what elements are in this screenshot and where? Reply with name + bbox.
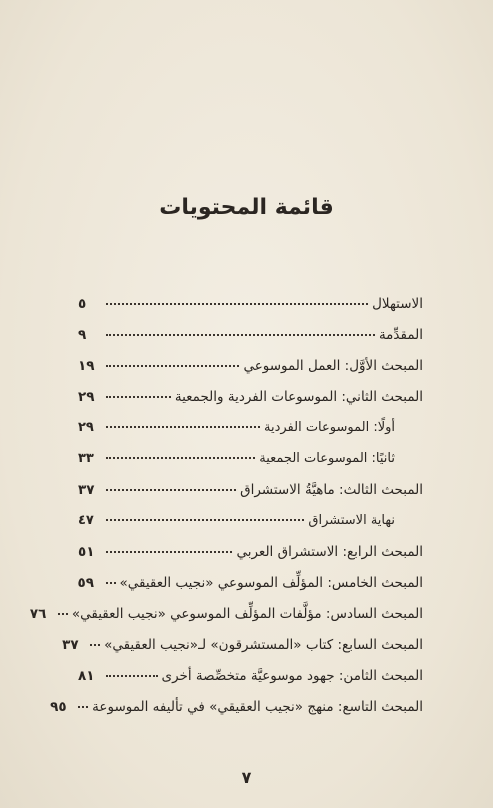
dot-leader xyxy=(58,613,68,615)
toc-entry xyxy=(78,575,423,606)
toc-entry xyxy=(50,699,423,730)
toc-entry-label: ثانيًا: الموسوعات الجمعية xyxy=(259,451,395,466)
toc-entry-page: ٨١ xyxy=(78,668,95,684)
toc-entry-page: ٤٧ xyxy=(78,513,94,528)
toc-entry-label: المبحث السادس: مؤلَّفات المؤلِّف الموسوعي «نجيب العقيقي» xyxy=(71,606,423,622)
toc-entry-label: المقدِّمة xyxy=(378,327,423,343)
toc-entry xyxy=(78,482,423,513)
toc-entry-page: ١٩ xyxy=(78,358,95,374)
dot-leader xyxy=(106,365,239,367)
toc-entry-page: ٣٣ xyxy=(78,451,94,466)
toc-entry-page: ٩ xyxy=(78,327,87,343)
dot-leader xyxy=(106,582,116,584)
dot-leader xyxy=(106,303,368,305)
toc-entry-label: المبحث الثالث: ماهيَّةُ الاستشراق xyxy=(240,482,423,498)
page-number: ٧ xyxy=(241,768,252,787)
toc-entry-label: الاستهلال xyxy=(372,296,423,312)
toc-entry-label: المبحث الثامن: جهود موسوعيَّة متخصِّصة أخرى xyxy=(161,668,423,684)
dot-leader xyxy=(106,489,236,491)
dot-leader xyxy=(90,644,100,646)
toc-entry-page: ٧٦ xyxy=(29,606,47,622)
toc-subentry xyxy=(78,451,423,482)
toc-entry-label: أولًا: الموسوعات الفردية xyxy=(263,420,395,435)
dot-leader xyxy=(78,706,88,708)
toc-entry-label: المبحث السابع: كتاب «المستشرقون» لـ«نجيب العقيقي» xyxy=(104,637,423,653)
toc-entry-label: المبحث الخامس: المؤلِّف الموسوعي «نجيب العقيقي» xyxy=(119,575,423,591)
toc-entry xyxy=(78,296,423,327)
toc-entry xyxy=(78,389,423,420)
toc-entry-page: ٥ xyxy=(78,296,87,312)
toc-entry xyxy=(29,606,423,637)
dot-leader xyxy=(106,457,255,459)
dot-leader xyxy=(106,675,158,677)
toc-entry xyxy=(78,327,423,358)
dot-leader xyxy=(106,519,304,521)
toc-entry-page: ٢٩ xyxy=(78,420,94,435)
dot-leader xyxy=(106,551,232,553)
toc-entry xyxy=(78,358,423,389)
toc-subentry xyxy=(78,513,423,544)
toc-entry-label: المبحث الأوَّل: العمل الموسوعي xyxy=(243,358,423,374)
toc-entry-page: ٥١ xyxy=(78,544,95,560)
table-of-contents xyxy=(29,296,423,730)
toc-entry-page: ٥٩ xyxy=(77,575,94,591)
dot-leader xyxy=(106,396,171,398)
toc-entry-label: المبحث الرابع: الاستشراق العربي xyxy=(236,544,423,560)
toc-entry xyxy=(78,668,423,699)
toc-entry-label: المبحث التاسع: منهج «نجيب العقيقي» في تأليفه الموسوعة xyxy=(92,699,423,715)
toc-entry-page: ٢٩ xyxy=(78,389,95,405)
toc-entry-label: نهاية الاستشراق xyxy=(308,513,395,528)
toc-subentry xyxy=(78,420,423,451)
page-title: قائمة المحتويات xyxy=(159,195,334,220)
dot-leader xyxy=(106,426,260,428)
toc-entry-page: ٣٧ xyxy=(78,482,95,498)
toc-entry-page: ٩٥ xyxy=(50,699,67,715)
dot-leader xyxy=(106,334,375,336)
toc-entry xyxy=(62,637,423,668)
toc-entry-page: ٣٧ xyxy=(62,637,79,653)
toc-entry xyxy=(78,544,423,575)
toc-entry-label: المبحث الثاني: الموسوعات الفردية والجمعية xyxy=(174,389,423,405)
